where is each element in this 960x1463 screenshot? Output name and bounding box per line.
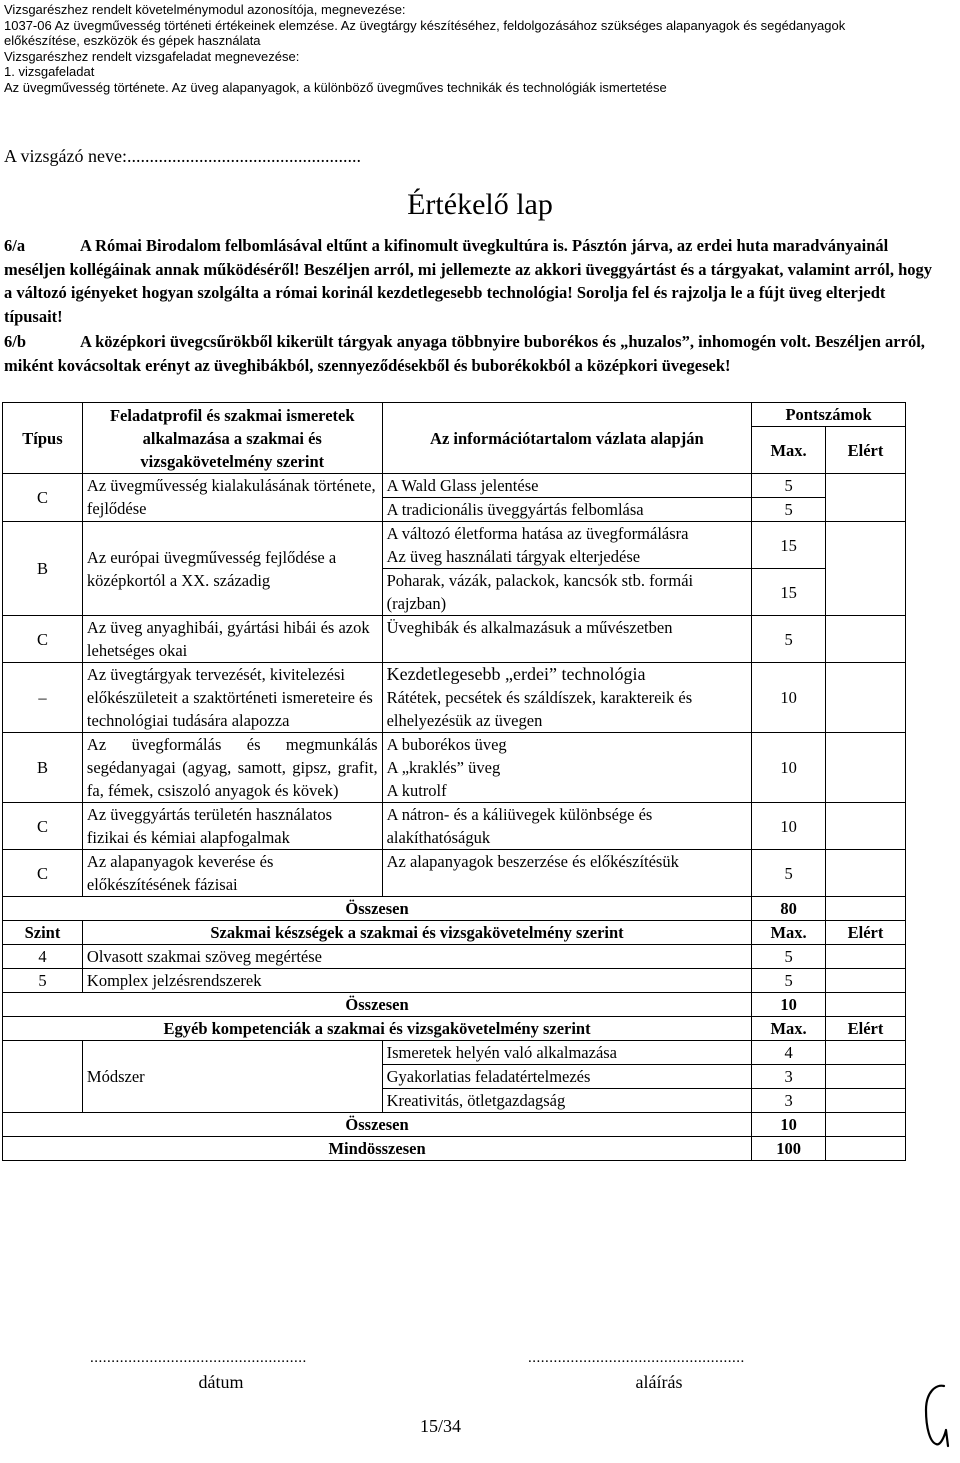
row-max: 5	[752, 498, 826, 522]
row-achieved[interactable]	[826, 474, 906, 522]
row-achieved[interactable]	[826, 522, 906, 616]
task-label: 6/b	[4, 332, 27, 351]
row-info: A tradicionális üveggyártás felbomlása	[382, 498, 752, 522]
competency-text: Ismeretek helyén való alkalmazása	[382, 1041, 752, 1065]
info-line: A buborékos üveg	[386, 735, 507, 754]
row-info	[382, 733, 752, 803]
level-header: Szint	[3, 921, 83, 945]
competency-achieved[interactable]	[826, 1089, 906, 1113]
total-row	[3, 1113, 906, 1137]
row-achieved[interactable]	[826, 733, 906, 803]
competency-achieved[interactable]	[826, 1041, 906, 1065]
skill-text: Komplex jelzésrendszerek	[82, 969, 751, 993]
date-label: dátum	[198, 1372, 244, 1392]
row-max: 5	[752, 616, 826, 663]
table-row	[3, 803, 906, 850]
row-info: Üveghibák és alkalmazásuk a művészetben	[382, 616, 752, 663]
row-type: C	[3, 616, 83, 663]
competency-text: Kreativitás, ötletgazdagság	[382, 1089, 752, 1113]
info-line: Az üveg használati tárgyak elterjedése	[386, 547, 641, 566]
row-info: Az alapanyagok beszerzése és előkészítésük	[382, 850, 752, 897]
row-max: 15	[752, 569, 826, 616]
header-line: Vizsgarészhez rendelt követelménymodul azonosítója, megnevezése:	[4, 2, 406, 17]
grand-total-label: Mindösszesen	[3, 1137, 752, 1161]
table-row	[3, 945, 906, 969]
table-row	[3, 474, 906, 498]
total-label: Összesen	[3, 897, 752, 921]
row-max: 15	[752, 522, 826, 569]
total-max: 80	[752, 897, 826, 921]
header-line: előkészítése, eszközök és gépek használata	[4, 33, 261, 49]
row-achieved[interactable]	[826, 616, 906, 663]
achieved-header: Elért	[826, 1017, 906, 1041]
row-max: 10	[752, 803, 826, 850]
total-row	[3, 897, 906, 921]
task-label: 6/a	[4, 236, 26, 255]
row-info: A Wald Glass jelentése	[382, 474, 752, 498]
col-type-header: Típus	[3, 403, 83, 474]
col-info-header: Az információtartalom vázlata alapján	[382, 403, 752, 474]
skill-max: 5	[752, 969, 826, 993]
row-max: 10	[752, 663, 826, 733]
method-label: Módszer	[82, 1041, 382, 1113]
row-info: Poharak, vázák, palackok, kancsók stb. formái (rajzban)	[382, 569, 752, 616]
date-line: ...................................................	[90, 1350, 307, 1366]
row-type: C	[3, 803, 83, 850]
grand-total-max: 100	[752, 1137, 826, 1161]
row-profile: Az európai üvegművesség fejlődése a középkortól a XX. századig	[82, 522, 382, 616]
grand-total-achieved[interactable]	[826, 1137, 906, 1161]
empty-cell	[3, 1041, 83, 1113]
skills-header-row	[3, 921, 906, 945]
total-label: Összesen	[3, 993, 752, 1017]
skill-achieved[interactable]	[826, 969, 906, 993]
row-max: 5	[752, 474, 826, 498]
evaluation-table	[2, 402, 906, 1161]
competency-achieved[interactable]	[826, 1065, 906, 1089]
page-number: 15/34	[420, 1416, 462, 1436]
competency-max: 4	[752, 1041, 826, 1065]
other-header: Egyéb kompetenciák a szakmai és vizsgakövetelmény szerint	[3, 1017, 752, 1041]
row-profile: Az üvegformálás és megmunkálás segédanyagai (agyag, samott, gipsz, grafit, fa, fémek, csiszoló anyagok és kövek)	[82, 733, 382, 803]
table-row	[3, 1041, 906, 1065]
task-6a	[4, 234, 932, 328]
row-profile: Az alapanyagok keverése és előkészítésének fázisai	[82, 850, 382, 897]
header-line: Az üvegművesség története. Az üveg alapanyagok, a különböző üvegműves technikák és technológiák ismertetése	[4, 79, 667, 95]
other-header-row	[3, 1017, 906, 1041]
competency-max: 3	[752, 1065, 826, 1089]
col-profile-header: Feladatprofil és szakmai ismeretek alkalmazása a szakmai és vizsgakövetelmény szerint	[82, 403, 382, 474]
total-achieved[interactable]	[826, 1113, 906, 1137]
row-type: C	[3, 474, 83, 522]
row-info	[382, 663, 752, 733]
info-line: A „kraklés” üveg	[386, 758, 501, 777]
table-row	[3, 733, 906, 803]
skill-achieved[interactable]	[826, 945, 906, 969]
table-row	[3, 850, 906, 897]
competency-max: 3	[752, 1089, 826, 1113]
skills-header: Szakmai készségek a szakmai és vizsgakövetelmény szerint	[82, 921, 751, 945]
header-line: 1037-06 Az üvegművesség történeti értékeinek elemzése. Az üvegtárgy készítéséhez, feldolgozásához szükséges alapanyagok és segédanyagok	[4, 17, 846, 33]
row-achieved[interactable]	[826, 663, 906, 733]
header-line: 1. vizsgafeladat	[4, 64, 95, 80]
total-label: Összesen	[3, 1113, 752, 1137]
skill-text: Olvasott szakmai szöveg megértése	[82, 945, 751, 969]
row-profile: Az üveg anyaghibái, gyártási hibái és azok lehetséges okai	[82, 616, 382, 663]
total-max: 10	[752, 993, 826, 1017]
table-row	[3, 663, 906, 733]
max-header: Max.	[752, 1017, 826, 1041]
total-achieved[interactable]	[826, 897, 906, 921]
achieved-header: Elért	[826, 921, 906, 945]
total-row	[3, 993, 906, 1017]
table-row	[3, 969, 906, 993]
table-row	[3, 522, 906, 569]
max-header: Max.	[752, 427, 826, 474]
page-header	[4, 2, 954, 96]
skill-max: 5	[752, 945, 826, 969]
skill-level: 4	[3, 945, 83, 969]
task-text: A középkori üvegcsűrökből kikerült tárgyak anyaga többnyire buborékos és „huzalos”, inhomogén volt. Beszéljen arról, miként kovácsoltak erényt az üveghibákból, szennyeződésekből és buborékokból a középkori üvegesek!	[4, 332, 925, 375]
row-profile: Az üvegtárgyak tervezését, kivitelezési előkészületeit a szaktörténeti ismereteire és technológiai tudására alapozza	[82, 663, 382, 733]
info-line: A kutrolf	[386, 781, 447, 800]
row-type: B	[3, 733, 83, 803]
info-line: Kezdetlegesebb „erdei” technológia	[386, 664, 646, 684]
page-title: Értékelő lap	[407, 188, 553, 221]
row-type: –	[3, 663, 83, 733]
achieved-header: Elért	[826, 427, 906, 474]
row-info	[382, 522, 752, 569]
row-type: C	[3, 850, 83, 897]
points-header: Pontszámok	[752, 403, 906, 427]
grand-total-row	[3, 1137, 906, 1161]
task-6b	[4, 330, 932, 377]
row-info: A nátron- és a káliüvegek különbsége és alakíthatóságuk	[382, 803, 752, 850]
competency-text: Gyakorlatias feladatértelmezés	[382, 1065, 752, 1089]
skill-level: 5	[3, 969, 83, 993]
info-line: A változó életforma hatása az üvegformálásra	[386, 524, 689, 543]
row-achieved[interactable]	[826, 803, 906, 850]
total-max: 10	[752, 1113, 826, 1137]
row-profile: Az üvegművesség kialakulásának története, fejlődése	[82, 474, 382, 522]
signature-label: aláírás	[635, 1372, 683, 1392]
task-text: A Római Birodalom felbomlásával eltűnt a kifinomult üvegkultúra is. Pásztón járva, az erdei huta maradványainál meséljen kollégáinak annak működéséről! Beszéljen arról, mi jellemezte az akkori üveggyártást és a tárgyakat, valamint arról, hogy a változó igényeket hogyan szolgálta a római korinál kezdetlegesebb technológia! Sorolja fel és rajzolja le a fújt üveg elterjedt típusait!	[4, 236, 932, 326]
candidate-name-field: A vizsgázó neve:....................................................	[4, 146, 361, 166]
total-achieved[interactable]	[826, 993, 906, 1017]
signature-line: ...................................................	[528, 1350, 745, 1366]
header-line: Vizsgarészhez rendelt vizsgafeladat megnevezése:	[4, 48, 300, 64]
handwritten-mark-icon	[918, 1380, 952, 1450]
row-type: B	[3, 522, 83, 616]
row-max: 5	[752, 850, 826, 897]
row-max: 10	[752, 733, 826, 803]
table-row	[3, 616, 906, 663]
max-header: Max.	[752, 921, 826, 945]
info-line: Rátétek, pecsétek és száldíszek, karaktereik és elhelyezésük az üvegen	[386, 688, 693, 730]
table-header-row	[3, 403, 906, 427]
row-profile: Az üveggyártás területén használatos fizikai és kémiai alapfogalmak	[82, 803, 382, 850]
row-achieved[interactable]	[826, 850, 906, 897]
